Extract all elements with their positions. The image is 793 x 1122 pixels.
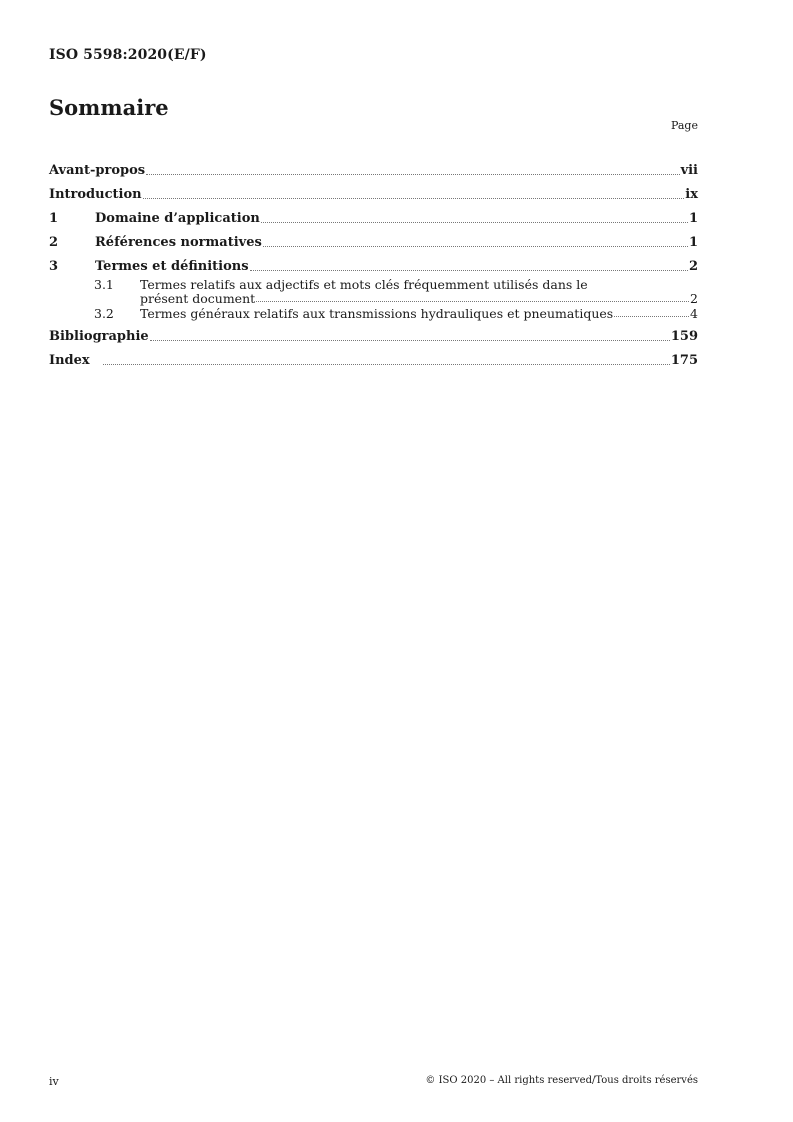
toc-entry-title: Termes et définitions — [95, 259, 249, 274]
footer-copyright: © ISO 2020 – All rights reserved/Tous droits réservés — [425, 1075, 698, 1086]
toc-subentry-3-2[interactable] — [49, 307, 698, 321]
dot-leader — [103, 364, 670, 365]
toc-subentry-number: 3.2 — [94, 306, 114, 321]
dot-leader — [256, 301, 689, 302]
dot-leader — [146, 174, 679, 175]
toc-entry-title: Avant-propos — [49, 163, 146, 178]
toc-entry-page: 159 — [670, 329, 698, 344]
toc-entry-avant-propos[interactable] — [49, 155, 698, 179]
toc-entry-introduction[interactable] — [49, 179, 698, 203]
toc-entry-references[interactable] — [49, 227, 698, 251]
toc-subentry-page: 2 — [690, 291, 698, 306]
toc-entry-page: 1 — [688, 235, 698, 250]
toc-subentry-number: 3.1 — [94, 277, 114, 292]
dot-leader — [614, 316, 689, 317]
dot-leader — [150, 340, 670, 341]
toc-entry-bibliographie[interactable] — [49, 321, 698, 345]
dot-leader — [250, 270, 688, 271]
toc-subentry-title-line2: présent document — [140, 291, 256, 306]
toc-entry-termes[interactable] — [49, 251, 698, 275]
table-of-contents — [49, 155, 698, 369]
toc-entry-title: Références normatives — [95, 235, 262, 250]
toc-entry-page: 2 — [688, 259, 698, 274]
document-identifier: ISO 5598:2020(E/F) — [49, 47, 207, 63]
toc-entry-index[interactable] — [49, 345, 698, 369]
toc-subentry-title-line1: Termes relatifs aux adjectifs et mots clés fréquemment utilisés dans le — [140, 277, 588, 292]
toc-entry-page: 175 — [670, 353, 698, 368]
toc-entry-page: 1 — [688, 211, 698, 226]
toc-entry-domaine[interactable] — [49, 203, 698, 227]
page-column-label: Page — [670, 119, 698, 132]
dot-leader — [263, 246, 688, 247]
toc-title: Sommaire — [49, 95, 169, 120]
toc-entry-number: 3 — [49, 259, 59, 274]
toc-entry-page: vii — [680, 163, 698, 178]
toc-entry-number: 2 — [49, 235, 59, 250]
dot-leader — [143, 198, 685, 199]
toc-subentry-3-1[interactable] — [49, 278, 698, 306]
toc-entry-page: ix — [685, 187, 698, 202]
toc-subentry-title: Termes généraux relatifs aux transmissions hydrauliques et pneumatiques — [140, 306, 614, 321]
footer-page-number: iv — [49, 1075, 59, 1088]
dot-leader — [261, 222, 688, 223]
toc-entry-title: Introduction — [49, 187, 142, 202]
toc-entry-title: Domaine d’application — [95, 211, 260, 226]
toc-entry-number: 1 — [49, 211, 59, 226]
toc-entry-title: Index — [49, 353, 90, 368]
toc-subentry-page: 4 — [690, 306, 698, 321]
toc-entry-title: Bibliographie — [49, 329, 149, 344]
